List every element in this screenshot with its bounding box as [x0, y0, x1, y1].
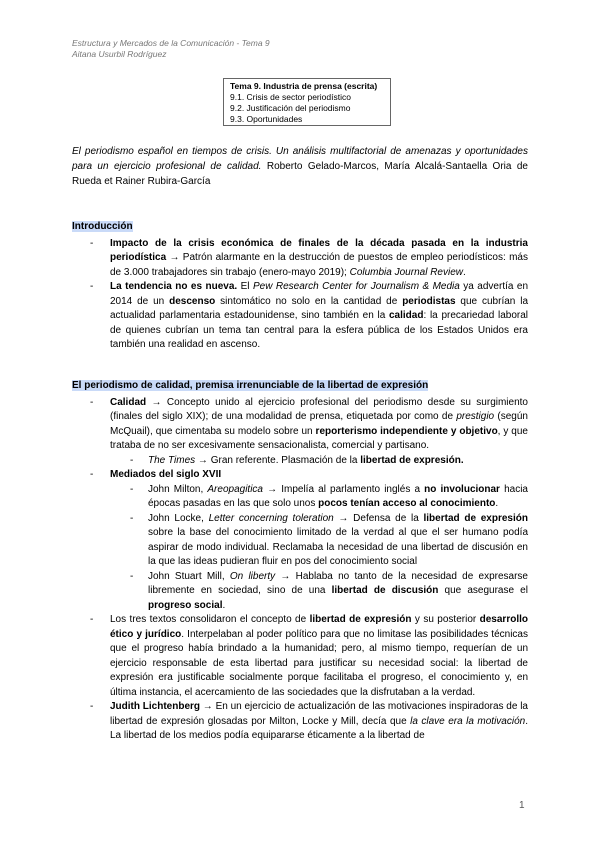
list-item: - La tendencia no es nueva. El Pew Research Center for Journalism & Media ya advertía en 2014 de un descenso sintomático no solo en la cantidad de periodistas que cubrían la actualidad parlamentaria estadounidense, sino también en la calidad: la precariedad laboral de quienes cubrían un tema tan central para la esfera pública de los Estados Unidos era también una realidad en ascenso. — [72, 280, 528, 353]
reference-title: El periodismo español en tiempos de crisis. Un análisis multifactorial de amenazas y oportunidades para un ejercicio profesional de calidad. — [72, 146, 528, 172]
list-item: - Los tres textos consolidaron el concepto de libertad de expresión y su posterior desarrollo ético y jurídico. Interpelaban al poder político para que no limitase las posibilidades técnicas que el progreso había brindado a la humanidad; pero, al mismo tiempo, requerían de un ejercicio responsable de esta libertad para justificar su necesidad social: la libertad de expresión era justificable socialmente porque facilitaba el progreso, el conocimiento y, en última instancia, el acercamiento de las sociedades que la disfrutaban a la verdad. — [72, 613, 528, 700]
sub-list-item: - John Stuart Mill, On liberty → Hablaba no tanto de la necesidad de expresarse libremente en sociedad, sino de una libertad de discusión que asegurase el progreso social. — [110, 570, 528, 614]
topic-box — [223, 78, 391, 126]
quality-section — [72, 379, 528, 744]
intro-heading: Introducción — [72, 221, 133, 232]
list-item: - Mediados del siglo XVII - John Milton, Areopagitica → Impelía al parlamento inglés a no involucionar hacia épocas pasadas en las que solo unos pocos tenían acceso al conocimiento. - John Locke, Letter concerning toleration → Defensa de la libertad de expresión sobre la base del conocimiento limitado de la verdad al que el ser humano podía aspirar de modo individual. Reclamaba la necesidad de una libertad de discusión en la que las ideas pudieran fluir en pos del conocimiento social - John Stuart Mill, On liberty → Hablaba no tanto de la necesidad de expresarse libremente en sociedad, sino de una libertad de discusión que asegurase el progreso social. — [72, 468, 528, 613]
reference-authors: Roberto Gelado-Marcos, María Alcalá-Santaella Oria de Rueda et Rainer Rubira-García — [72, 161, 528, 187]
intro-section — [72, 220, 528, 353]
source-reference — [72, 144, 528, 189]
topic-item: 9.2. Justificación del periodismo — [230, 103, 351, 113]
page-number: 1 — [519, 800, 525, 811]
topic-item: 9.1. Crisis de sector periodístico — [230, 92, 351, 102]
sub-list-item: - The Times → Gran referente. Plasmación de la libertad de expresión. — [110, 454, 528, 469]
topic-title: Tema 9. Industria de prensa (escrita) — [230, 81, 378, 91]
list-item: - Impacto de la crisis económica de finales de la década pasada en la industria periodística → Patrón alarmante en la destrucción de puestos de empleo periodísticos: más de 3.000 trabajadores sin trabajo (enero-mayo 2019); Columbia Journal Review. — [72, 237, 528, 281]
list-item: - Judith Lichtenberg → En un ejercicio de actualización de las motivaciones inspiradoras de la libertad de expresión glosadas por Milton, Locke y Mill, decía que la clave era la motivación. La libertad de los medios podía equipararse éticamente a la libertad de — [72, 700, 528, 744]
list-item: - Calidad → Concepto unido al ejercicio profesional del periodismo desde su surgimiento (finales del siglo XIX); de una modalidad de prensa, etiquetada por como de prestigio (según McQuail), que cimentaba su modelo sobre un reporterismo independiente y objetivo, y que trataba de no ser excesivamente sensacionalista, comercial y partisano. - The Times → Gran referente. Plasmación de la libertad de expresión. — [72, 396, 528, 469]
header-author: Aitana Usurbil Rodríguez — [72, 49, 167, 59]
sub-list-item: - John Milton, Areopagitica → Impelía al parlamento inglés a no involucionar hacia épocas pasadas en las que solo unos pocos tenían acceso al conocimiento. — [110, 483, 528, 512]
header-course: Estructura y Mercados de la Comunicación - Tema 9 — [72, 38, 270, 48]
sub-list-item: - John Locke, Letter concerning toleration → Defensa de la libertad de expresión sobre la base del conocimiento limitado de la verdad al que el ser humano podía aspirar de modo individual. Reclamaba la necesidad de una libertad de discusión en la que las ideas pudieran fluir en pos del conocimiento social — [110, 512, 528, 570]
topic-item: 9.3. Oportunidades — [230, 114, 303, 124]
document-header — [72, 38, 270, 60]
quality-heading: El periodismo de calidad, premisa irrenunciable de la libertad de expresión — [72, 380, 429, 391]
